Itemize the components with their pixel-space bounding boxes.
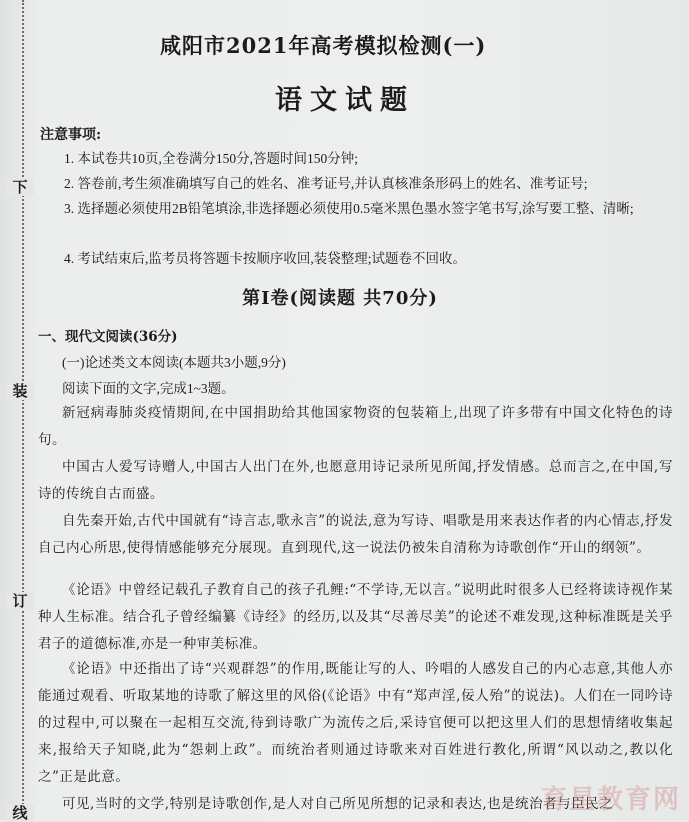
passage-paragraph: 新冠病毒肺炎疫情期间,在中国捐助给其他国家物资的包装箱上,出现了许多带有中国文化特色的诗句。 (38, 405, 673, 448)
notice-item: 3. 选择题必须使用2B铅笔填涂,非选择题必须使用0.5毫米黑色墨水签字笔书写,涂写要工整、清晰; (64, 201, 634, 216)
exam-title: 咸阳市2021年高考模拟检测(一) (160, 33, 487, 58)
passage-paragraph: 中国古人爱写诗赠人,中国古人出门在外,也愿意用诗记录所见所闻,抒发情感。总而言之,在中国,写诗的传统自古而盛。 (38, 459, 673, 502)
section-title: 第Ⅰ卷(阅读题 共70分) (242, 288, 438, 309)
passage-paragraph: 自先秦开始,古代中国就有“诗言志,歌永言”的说法,意为写诗、唱歌是用来表达作者的内心情志,抒发自己内心所思,使得情感能够充分展现。直到现代,这一说法仍被朱自清称为诗歌创作“开山的纲领”。 (38, 513, 673, 556)
passage-paragraph: 《论语》中还指出了诗“兴观群怨”的作用,既能让写的人、吟唱的人感发自己的内心志意,其他人亦能通过观看、听取某地的诗歌了解这里的风俗(《论语》中有“郑声淫,佞人殆”的说法)。人们在一同吟诗的过程中,可以聚在一起相互交流,待到诗歌广为流传之后,采诗官便可以把这里人们的思想情绪收集起来,报给天子知晓,此为“怨刺上政”。而统治者则通过诗歌来对百姓进行教化,所谓“风以动之,教以化之”正是此意。 (38, 661, 673, 785)
notice-heading: 注意事项: (40, 127, 102, 143)
passage-paragraph: 可见,当时的文学,特别是诗歌创作,是人对自己所见所想的记录和表达,也是统治者与臣民之 (62, 796, 614, 812)
margin-mark-xian: 线 (6, 804, 34, 822)
notice-item: 1. 本试卷共10页,全卷满分150分,答题时间150分钟; (64, 151, 359, 166)
reading-instruction: 阅读下面的文字,完成1~3题。 (62, 381, 235, 396)
site-watermark: 育星教育网 (540, 785, 681, 815)
passage-paragraph: 《论语》中曾经记载孔子教育自己的孩子孔鲤:“不学诗,无以言。”说明此时很多人已经将读诗视作某种人生标准。结合孔子曾经编纂《诗经》的经历,以及其“尽善尽美”的论述不难发现,这种标准既是关乎君子的道德标准,亦是一种审美标准。 (38, 582, 673, 652)
margin-mark-zhuang: 装 (6, 382, 34, 400)
subject-title: 语文试题 (275, 85, 415, 116)
part-heading: 一、现代文阅读(36分) (38, 329, 178, 345)
margin-mark-ding: 订 (6, 592, 34, 610)
binding-dotted-line (22, 0, 24, 820)
notice-item: 4. 考试结束后,监考员将答题卡按顺序收回,装袋整理;试题卷不回收。 (64, 251, 466, 266)
sub-heading: (一)论述类文本阅读(本题共3小题,9分) (62, 355, 286, 370)
notice-item: 2. 答卷前,考生须准确填写自己的姓名、准考证号,并认真核准条形码上的姓名、准考证号; (64, 176, 588, 191)
margin-mark-xia: 下 (6, 178, 34, 196)
